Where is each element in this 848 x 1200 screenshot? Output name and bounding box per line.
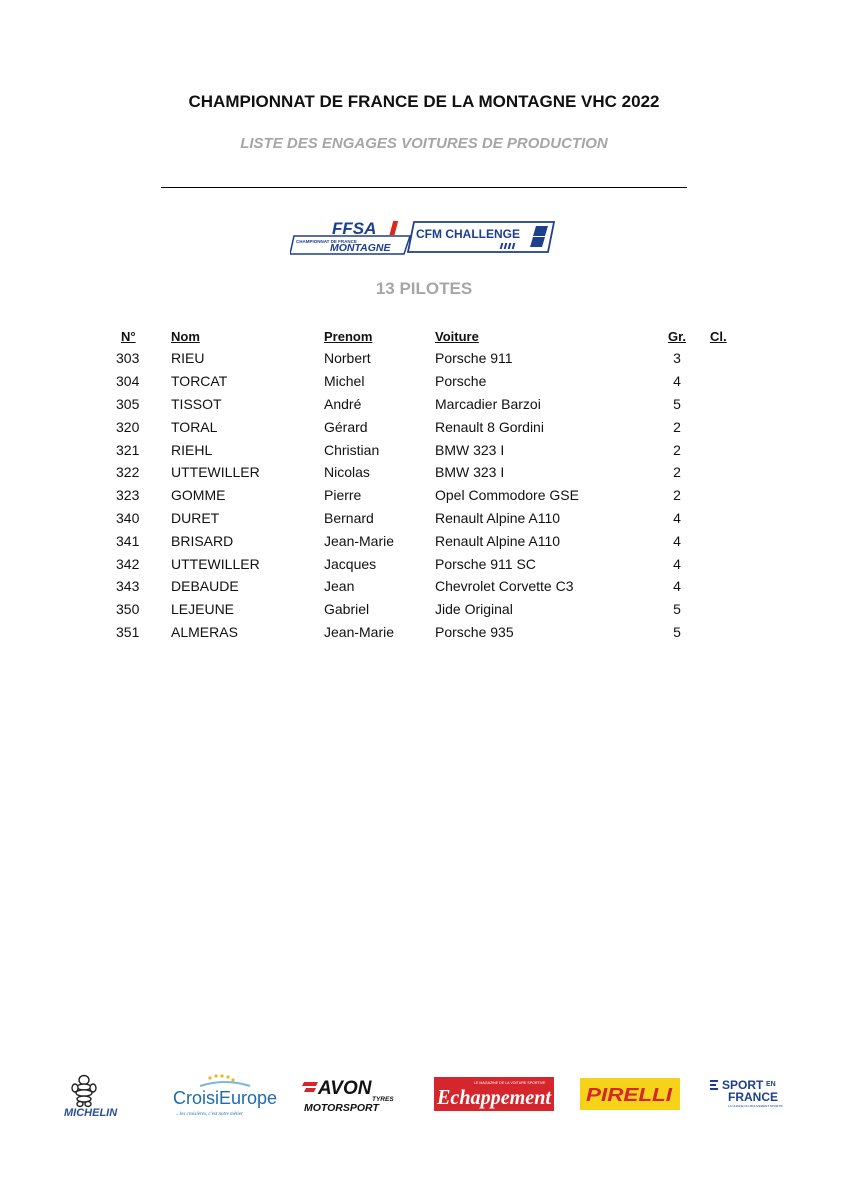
cell-group: 5 xyxy=(673,623,681,640)
michelin-man-icon xyxy=(72,1076,96,1107)
cell-voiture: BMW 323 I xyxy=(435,441,505,458)
cell-number: 322 xyxy=(116,464,140,481)
header-class: Cl. xyxy=(710,328,727,344)
cell-group: 4 xyxy=(673,555,681,572)
cell-voiture: Marcadier Barzoi xyxy=(435,395,541,412)
cell-voiture: Opel Commodore GSE xyxy=(435,487,579,504)
cell-voiture: Porsche xyxy=(435,373,487,390)
cell-voiture: Renault Alpine A110 xyxy=(435,509,561,526)
cell-nom: DEBAUDE xyxy=(171,578,239,595)
cell-class xyxy=(710,507,770,530)
avon-text: AVON xyxy=(318,1078,372,1099)
cell-class xyxy=(710,598,770,621)
cell-nom: TORCAT xyxy=(171,373,228,390)
cell-number: 341 xyxy=(116,532,140,549)
cell-group: 4 xyxy=(673,578,681,595)
croisieurope-text: CroisiEurope xyxy=(173,1088,278,1108)
cell-number: 303 xyxy=(116,350,140,367)
cell-number: 343 xyxy=(116,578,140,595)
cell-number: 340 xyxy=(116,509,140,526)
cell-nom: RIEU xyxy=(171,350,205,367)
echappement-logo xyxy=(434,1077,554,1116)
cell-prenom: Michel xyxy=(324,373,365,390)
cell-voiture: BMW 323 I xyxy=(435,464,505,481)
table-row xyxy=(112,438,770,461)
cell-prenom: Jean-Marie xyxy=(324,532,395,549)
cell-nom: LEJEUNE xyxy=(171,601,235,618)
cell-prenom: Nicolas xyxy=(324,464,370,481)
table-row xyxy=(112,484,770,507)
table-row xyxy=(112,529,770,552)
cell-prenom: Jean-Marie xyxy=(324,623,395,640)
cell-nom: RIEHL xyxy=(171,441,213,458)
sponsor-bar xyxy=(0,1070,848,1120)
cell-prenom: André xyxy=(324,395,362,412)
cell-prenom: Bernard xyxy=(324,509,374,526)
logo-montagne-text: MONTAGNE xyxy=(330,242,391,254)
stars-icon xyxy=(208,1074,234,1081)
cell-prenom: Norbert xyxy=(324,350,371,367)
cell-voiture: Porsche 911 SC xyxy=(435,555,536,572)
table-row xyxy=(112,347,770,370)
cell-nom: UTTEWILLER xyxy=(171,555,260,572)
sport-tagline: LA CHAINE DU MOUVEMENT SPORTIF xyxy=(728,1104,783,1108)
cell-nom: BRISARD xyxy=(171,532,234,549)
cell-group: 4 xyxy=(673,373,681,390)
document-subtitle: LISTE DES ENGAGES VOITURES DE PRODUCTION xyxy=(240,135,608,152)
cell-number: 350 xyxy=(116,601,140,618)
cell-number: 320 xyxy=(116,418,140,435)
table-row xyxy=(112,552,770,575)
cell-group: 2 xyxy=(673,441,681,458)
table-row xyxy=(112,415,770,438)
croisieurope-tagline: ...les croisières, c'est notre métier xyxy=(176,1112,243,1117)
ffsa-cfm-logo xyxy=(290,218,558,263)
cell-voiture: Renault Alpine A110 xyxy=(435,532,561,549)
cell-group: 3 xyxy=(673,350,681,367)
table-row xyxy=(112,393,770,416)
cell-voiture: Jide Original xyxy=(435,601,513,618)
cell-nom: DURET xyxy=(171,509,220,526)
cell-group: 4 xyxy=(673,532,681,549)
logo-ffsa-text: FFSA xyxy=(332,219,377,238)
echappement-tagline: LE MAGAZINE DE LA VOITURE SPORTIVE xyxy=(474,1081,546,1085)
pirelli-text: PIRELLI xyxy=(586,1085,674,1105)
pilot-count: 13 PILOTES xyxy=(375,279,473,298)
sport-text: SPORT xyxy=(722,1078,764,1092)
cell-prenom: Gabriel xyxy=(324,601,370,618)
echappement-text: Echappement xyxy=(436,1085,553,1109)
cell-group: 2 xyxy=(673,418,681,435)
table-row xyxy=(112,598,770,621)
cell-class xyxy=(710,552,770,575)
cell-nom: UTTEWILLER xyxy=(171,464,260,481)
avon-logo xyxy=(302,1074,408,1121)
cell-class xyxy=(710,575,770,598)
cell-class xyxy=(710,415,770,438)
cell-prenom: Christian xyxy=(324,441,380,458)
table-row xyxy=(112,507,770,530)
table-row xyxy=(112,621,770,644)
logo-cfm-text: CFM CHALLENGE xyxy=(416,227,520,241)
cell-class xyxy=(710,621,770,644)
croisieurope-logo xyxy=(170,1072,278,1125)
logo-championnat-text: CHAMPIONNAT DE FRANCE xyxy=(296,239,357,244)
cell-prenom: Jacques xyxy=(324,555,377,572)
header-prenom: Prenom xyxy=(324,328,373,344)
cell-nom: GOMME xyxy=(171,487,226,504)
cell-class xyxy=(710,347,770,370)
cell-nom: TISSOT xyxy=(171,395,222,412)
table-row xyxy=(112,370,770,393)
cell-prenom: Pierre xyxy=(324,487,362,504)
cell-number: 323 xyxy=(116,487,140,504)
cell-prenom: Gérard xyxy=(324,418,368,435)
pirelli-logo xyxy=(580,1078,680,1115)
avon-motorsport-text: MOTORSPORT xyxy=(304,1102,379,1114)
cell-class xyxy=(710,370,770,393)
cell-nom: ALMERAS xyxy=(171,623,238,640)
cell-nom: TORAL xyxy=(171,418,218,435)
cell-class xyxy=(710,461,770,484)
document-title: CHAMPIONNAT DE FRANCE DE LA MONTAGNE VHC 2022 xyxy=(188,92,660,111)
sport-en-france-logo xyxy=(708,1076,784,1121)
sport-en-small-text: EN xyxy=(766,1081,776,1088)
cell-class xyxy=(710,484,770,507)
cell-voiture: Chevrolet Corvette C3 xyxy=(435,578,574,595)
cell-number: 351 xyxy=(116,623,140,640)
cell-group: 5 xyxy=(673,601,681,618)
cell-group: 2 xyxy=(673,464,681,481)
cell-class xyxy=(710,393,770,416)
logo-ffsa-red-mark xyxy=(389,221,398,235)
avon-tyres-text: TYRES xyxy=(372,1096,394,1103)
header-group: Gr. xyxy=(667,328,687,344)
cell-class xyxy=(710,529,770,552)
cell-voiture: Porsche 935 xyxy=(435,623,514,640)
divider xyxy=(161,187,687,188)
table-header-row xyxy=(112,325,770,347)
cell-group: 4 xyxy=(673,509,681,526)
header-number: N° xyxy=(121,328,136,344)
cell-number: 304 xyxy=(116,373,140,390)
michelin-text: MICHELIN xyxy=(64,1107,118,1119)
entries-table xyxy=(112,325,770,643)
cell-voiture: Renault 8 Gordini xyxy=(435,418,544,435)
table-row xyxy=(112,461,770,484)
header-nom: Nom xyxy=(171,328,200,344)
michelin-logo xyxy=(62,1072,142,1125)
cell-number: 305 xyxy=(116,395,140,412)
cell-number: 321 xyxy=(116,441,140,458)
header-voiture: Voiture xyxy=(435,328,479,344)
cell-prenom: Jean xyxy=(324,578,355,595)
cell-voiture: Porsche 911 xyxy=(435,350,513,367)
cell-group: 2 xyxy=(673,487,681,504)
cell-group: 5 xyxy=(673,395,681,412)
table-row xyxy=(112,575,770,598)
cell-number: 342 xyxy=(116,555,140,572)
cell-class xyxy=(710,438,770,461)
france-text: FRANCE xyxy=(728,1090,778,1104)
